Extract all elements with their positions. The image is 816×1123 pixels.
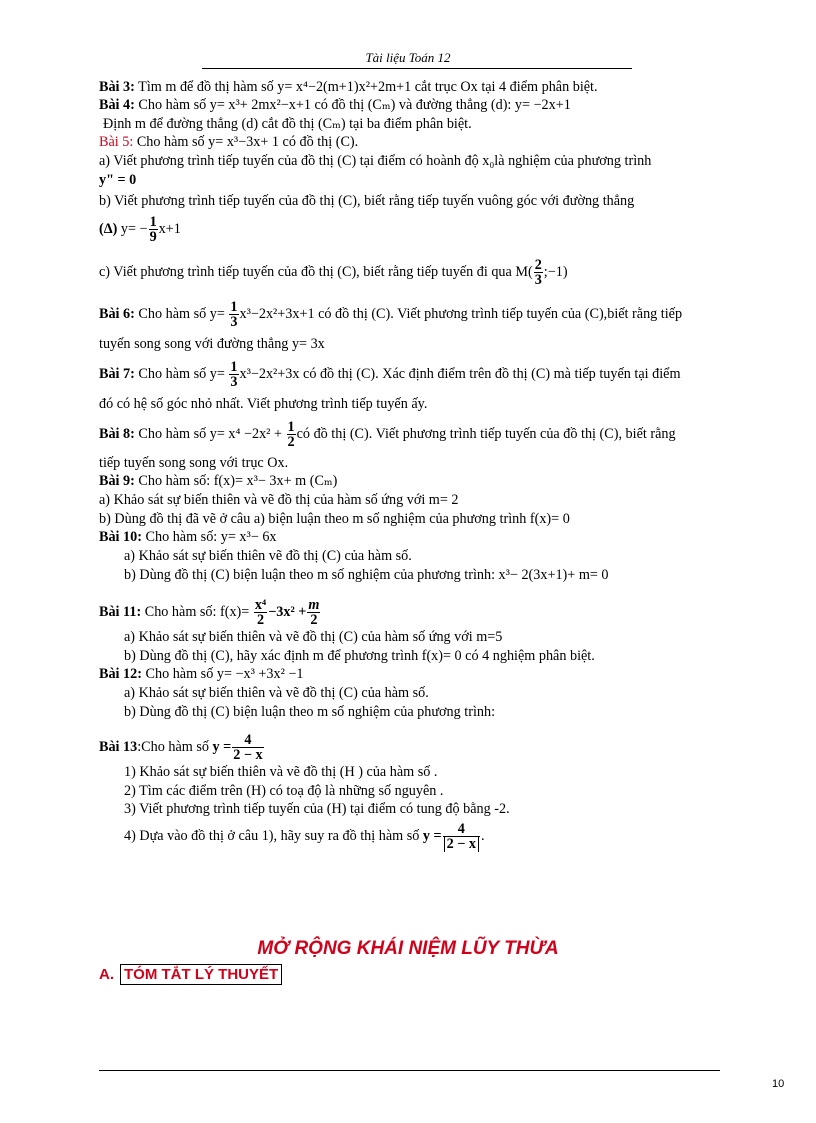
bai4-label: Bài 4: xyxy=(99,97,135,113)
bai12-b: b) Dùng đồ thị (C) biện luận theo m số nghiệm của phương trình: xyxy=(124,704,496,720)
bai11-fraction-m xyxy=(307,598,320,627)
bai5-text: Cho hàm số y= x³−3x+ 1 có đồ thị (C). xyxy=(133,134,359,150)
bai12-line xyxy=(99,666,303,682)
bai5-b2-post: x+1 xyxy=(158,220,181,237)
running-header: Tài liệu Toán 12 xyxy=(365,50,451,65)
bai5-c-post: ;−1) xyxy=(543,263,568,280)
frac-den: 2 − x xyxy=(233,747,263,763)
bai13-item4-pre: 4) Dựa vào đồ thị ở câu 1), hãy suy ra đồ thị hàm số xyxy=(124,827,423,844)
frac-num: 1 xyxy=(230,299,238,315)
section-a xyxy=(99,966,282,983)
bai5-label: Bài 5: xyxy=(99,134,134,150)
bai13-item-2: 2) Tìm các điểm trên (H) có toạ độ là những số nguyên . xyxy=(124,783,444,799)
bai7-fraction xyxy=(229,360,238,389)
bai13-item-4 xyxy=(124,822,485,851)
frac-num: 4 xyxy=(244,732,252,748)
bai8-label: Bài 8: xyxy=(99,425,135,442)
frac-num: 1 xyxy=(287,419,295,435)
frac-den: 3 xyxy=(230,374,238,390)
frac-den: 2 xyxy=(254,612,267,627)
section-title: MỞ RỘNG KHÁI NIỆM LŨY THỪA xyxy=(257,938,559,959)
bai6-pre: Cho hàm số y= xyxy=(134,305,229,322)
bai6-line xyxy=(99,300,682,329)
footer-rule xyxy=(99,1070,720,1071)
bai11-mid: −3x² + xyxy=(268,603,307,620)
bai8-fraction xyxy=(287,420,296,449)
frac-den xyxy=(443,836,480,851)
bai13-item4-fraction xyxy=(443,822,480,851)
bai6-label: Bài 6: xyxy=(99,305,135,322)
bai10-line xyxy=(99,529,277,545)
frac-num: m xyxy=(308,597,320,613)
header-rule xyxy=(202,68,632,69)
bai11-a: a) Khảo sát sự biến thiên và vẽ đồ thị (C) của hàm số ứng với m=5 xyxy=(124,629,503,645)
bai9-text: Cho hàm số: f(x)= x³− 3x+ m (Cₘ) xyxy=(134,473,338,489)
bai3-line xyxy=(99,79,598,95)
bai13-fraction xyxy=(232,733,263,762)
bai8-line2: tiếp tuyến song song với trục Ox. xyxy=(99,455,289,471)
bai12-label: Bài 12: xyxy=(99,666,142,682)
bai5-b2-mid: y= − xyxy=(117,220,148,237)
frac-num: 2 xyxy=(534,257,542,273)
bai11-pre: Cho hàm số: f(x)= xyxy=(141,603,253,620)
bai9-b: b) Dùng đồ thị đã vẽ ở câu a) biện luận theo m số nghiệm của phương trình f(x)= 0 xyxy=(99,511,570,527)
bai9-a: a) Khảo sát sự biến thiên và vẽ đồ thị của hàm số ứng với m= 2 xyxy=(99,492,459,508)
bai5-a-line2: y" = 0 xyxy=(99,172,137,188)
page-number: 10 xyxy=(772,1078,785,1090)
frac-num: 4 xyxy=(457,821,465,837)
bai8-line xyxy=(99,420,676,449)
bai8-pre: Cho hàm số y= x⁴ −2x² + xyxy=(134,425,286,442)
bai5-c-line xyxy=(99,258,568,287)
bai5-fraction-2-3 xyxy=(534,258,543,287)
bai7-label: Bài 7: xyxy=(99,365,135,382)
bai4-line2: Định m để đường thẳng (d) cắt đồ thị (Cₘ) tại ba điểm phân biệt. xyxy=(103,116,472,132)
bai4-text: Cho hàm số y= x³+ 2mx²−x+1 có đồ thị (Cₘ) và đường thẳng (d): y= −2x+1 xyxy=(134,97,571,113)
bai13-line xyxy=(99,733,265,762)
bai13-y: y = xyxy=(212,738,232,755)
bai5-b-line2 xyxy=(99,215,181,244)
bai6-fraction xyxy=(229,300,238,329)
bai7-pre: Cho hàm số y= xyxy=(134,365,229,382)
frac-den: 2 xyxy=(307,612,320,627)
bai6-line2: tuyến song song với đường thẳng y= 3x xyxy=(99,336,325,352)
bai11-label: Bài 11: xyxy=(99,603,142,620)
bai7-line2: đó có hệ số góc nhỏ nhất. Viết phương trình tiếp tuyến ấy. xyxy=(99,396,428,412)
bai7-post: x³−2x²+3x có đồ thị (C). Xác định điểm trên đồ thị (C) mà tiếp tuyến tại điểm xyxy=(239,365,681,382)
frac-num: 1 xyxy=(230,359,238,375)
section-a-label: A. xyxy=(99,966,114,983)
bai6-post: x³−2x²+3x+1 có đồ thị (C). Viết phương trình tiếp tuyến của (C),biết rằng tiếp xyxy=(239,305,683,322)
bai10-a: a) Khảo sát sự biến thiên vẽ đồ thị (C) của hàm số. xyxy=(124,548,412,564)
bai4-line xyxy=(99,97,571,113)
bai8-post: có đồ thị (C). Viết phương trình tiếp tuyến của đồ thị (C), biết rằng xyxy=(296,425,676,442)
bai11-fraction-x4 xyxy=(254,598,267,627)
abs-denominator: 2 − x xyxy=(444,836,479,852)
bai3-label: Bài 3: xyxy=(99,79,135,95)
bai11-b: b) Dùng đồ thị (C), hãy xác định m để phương trình f(x)= 0 có 4 nghiệm phân biệt. xyxy=(124,648,595,664)
bai11-line xyxy=(99,598,321,627)
bai13-item4-y: y = xyxy=(422,827,442,844)
bai9-line xyxy=(99,473,337,489)
bai13-label: Bài 13 xyxy=(99,738,138,755)
bai12-a: a) Khảo sát sự biến thiên và vẽ đồ thị (C) của hàm số. xyxy=(124,685,429,701)
bai5-fraction-1-9 xyxy=(149,215,158,244)
bai9-label: Bài 9: xyxy=(99,473,135,489)
bai3-text: Tìm m để đồ thị hàm số y= x⁴−2(m+1)x²+2m+1 cắt trục Ox tại 4 điểm phân biệt. xyxy=(134,79,598,95)
bai13-pre: :Cho hàm số xyxy=(137,738,213,755)
bai13-item-3: 3) Viết phương trình tiếp tuyến của (H) tại điểm có tung độ bằng -2. xyxy=(124,801,510,817)
bai5-delta: (Δ) xyxy=(99,220,118,237)
bai5-line xyxy=(99,134,358,150)
bai10-b: b) Dùng đồ thị (C) biện luận theo m số nghiệm của phương trình: x³− 2(3x+1)+ m= 0 xyxy=(124,567,609,583)
bai10-label: Bài 10: xyxy=(99,529,142,545)
bai7-line xyxy=(99,360,680,389)
bai5-c-pre: c) Viết phương trình tiếp tuyến của đồ thị (C), biết rằng tiếp tuyến đi qua M( xyxy=(99,263,533,280)
section-a-title: TÓM TẮT LÝ THUYẾT xyxy=(120,964,282,985)
bai13-item-1: 1) Khảo sát sự biến thiên và vẽ đồ thị (H ) của hàm số . xyxy=(124,764,438,780)
bai5-b-line1: b) Viết phương trình tiếp tuyến của đồ thị (C), biết rằng tiếp tuyến vuông góc với đường thẳng xyxy=(99,193,635,209)
frac-num: x⁴ xyxy=(254,597,267,613)
bai12-text: Cho hàm số y= −x³ +3x² −1 xyxy=(141,666,304,682)
frac-den: 3 xyxy=(230,314,238,330)
frac-den: 3 xyxy=(534,272,542,288)
bai5-a-line1: a) Viết phương trình tiếp tuyến của đồ thị (C) tại điểm có hoành độ x₀là nghiệm của phương trình xyxy=(99,153,652,169)
frac-num: 1 xyxy=(149,214,157,230)
bai13-item4-post: . xyxy=(481,827,485,844)
bai10-text: Cho hàm số: y= x³− 6x xyxy=(141,529,277,545)
frac-den: 9 xyxy=(149,229,157,245)
frac-den: 2 xyxy=(287,434,295,450)
